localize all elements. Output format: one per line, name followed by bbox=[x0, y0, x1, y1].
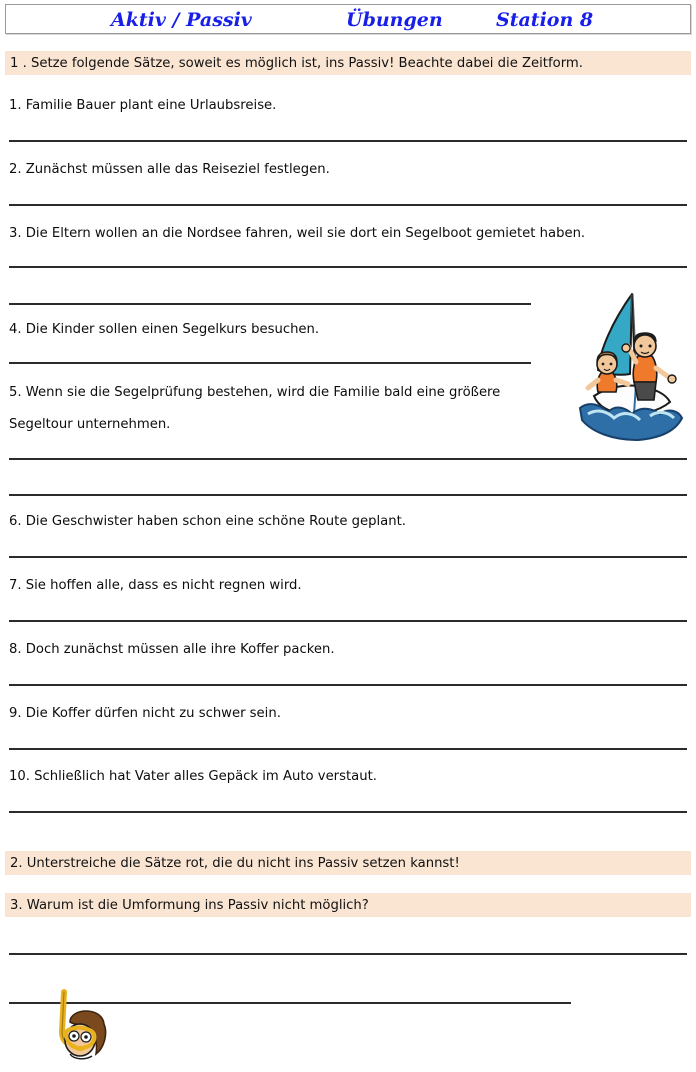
sentence-item-6: 6. Die Geschwister haben schon eine schöne Route geplant. bbox=[9, 514, 406, 529]
answer-line-5b[interactable] bbox=[9, 494, 687, 496]
sentence-item-8: 8. Doch zunächst müssen alle ihre Koffer packen. bbox=[9, 642, 335, 657]
header-title-topic: Aktiv / Passiv bbox=[111, 9, 252, 31]
header-inner bbox=[6, 5, 690, 33]
windsurfing-children-illustration bbox=[572, 288, 688, 446]
sentence-item-1: 1. Familie Bauer plant eine Urlaubsreise. bbox=[9, 98, 277, 113]
answer-line-task3-a[interactable] bbox=[9, 953, 687, 955]
worksheet-header bbox=[5, 4, 691, 34]
answer-line-1[interactable] bbox=[9, 140, 687, 142]
header-title-station: Station 8 bbox=[496, 9, 594, 31]
answer-line-4[interactable] bbox=[9, 362, 531, 364]
answer-line-6[interactable] bbox=[9, 556, 687, 558]
answer-line-5a[interactable] bbox=[9, 458, 687, 460]
task-instruction-1-text: 1 . Setze folgende Sätze, soweit es möglich ist, ins Passiv! Beachte dabei die Zeitform. bbox=[10, 55, 583, 71]
snorkeler-child-illustration bbox=[40, 988, 116, 1072]
task-instruction-2-text: 2. Unterstreiche die Sätze rot, die du nicht ins Passiv setzen kannst! bbox=[10, 855, 460, 871]
task-instruction-3-text: 3. Warum ist die Umformung ins Passiv nicht möglich? bbox=[10, 897, 369, 913]
sentence-item-4: 4. Die Kinder sollen einen Segelkurs besuchen. bbox=[9, 322, 320, 337]
task-instruction-3 bbox=[5, 893, 691, 917]
answer-line-2[interactable] bbox=[9, 204, 687, 206]
sentence-item-7: 7. Sie hoffen alle, dass es nicht regnen wird. bbox=[9, 578, 302, 593]
answer-line-8[interactable] bbox=[9, 684, 687, 686]
header-title-exercises: Übungen bbox=[346, 9, 443, 31]
answer-line-3b[interactable] bbox=[9, 303, 531, 305]
task-instruction-2 bbox=[5, 851, 691, 875]
sentence-item-10: 10. Schließlich hat Vater alles Gepäck im Auto verstaut. bbox=[9, 769, 377, 784]
answer-line-3a[interactable] bbox=[9, 266, 687, 268]
sentence-item-5-line2: Segeltour unternehmen. bbox=[9, 417, 171, 432]
task-instruction-1 bbox=[5, 51, 691, 75]
sentence-item-3: 3. Die Eltern wollen an die Nordsee fahren, weil sie dort ein Segelboot gemietet haben. bbox=[9, 226, 586, 241]
answer-line-7[interactable] bbox=[9, 620, 687, 622]
sentence-item-2: 2. Zunächst müssen alle das Reiseziel festlegen. bbox=[9, 162, 330, 177]
answer-line-10[interactable] bbox=[9, 811, 687, 813]
sentence-item-5-line1: 5. Wenn sie die Segelprüfung bestehen, wird die Familie bald eine größere bbox=[9, 385, 501, 400]
boy-shorts bbox=[634, 382, 656, 400]
answer-line-9[interactable] bbox=[9, 748, 687, 750]
sentence-item-9: 9. Die Koffer dürfen nicht zu schwer sein. bbox=[9, 706, 281, 721]
